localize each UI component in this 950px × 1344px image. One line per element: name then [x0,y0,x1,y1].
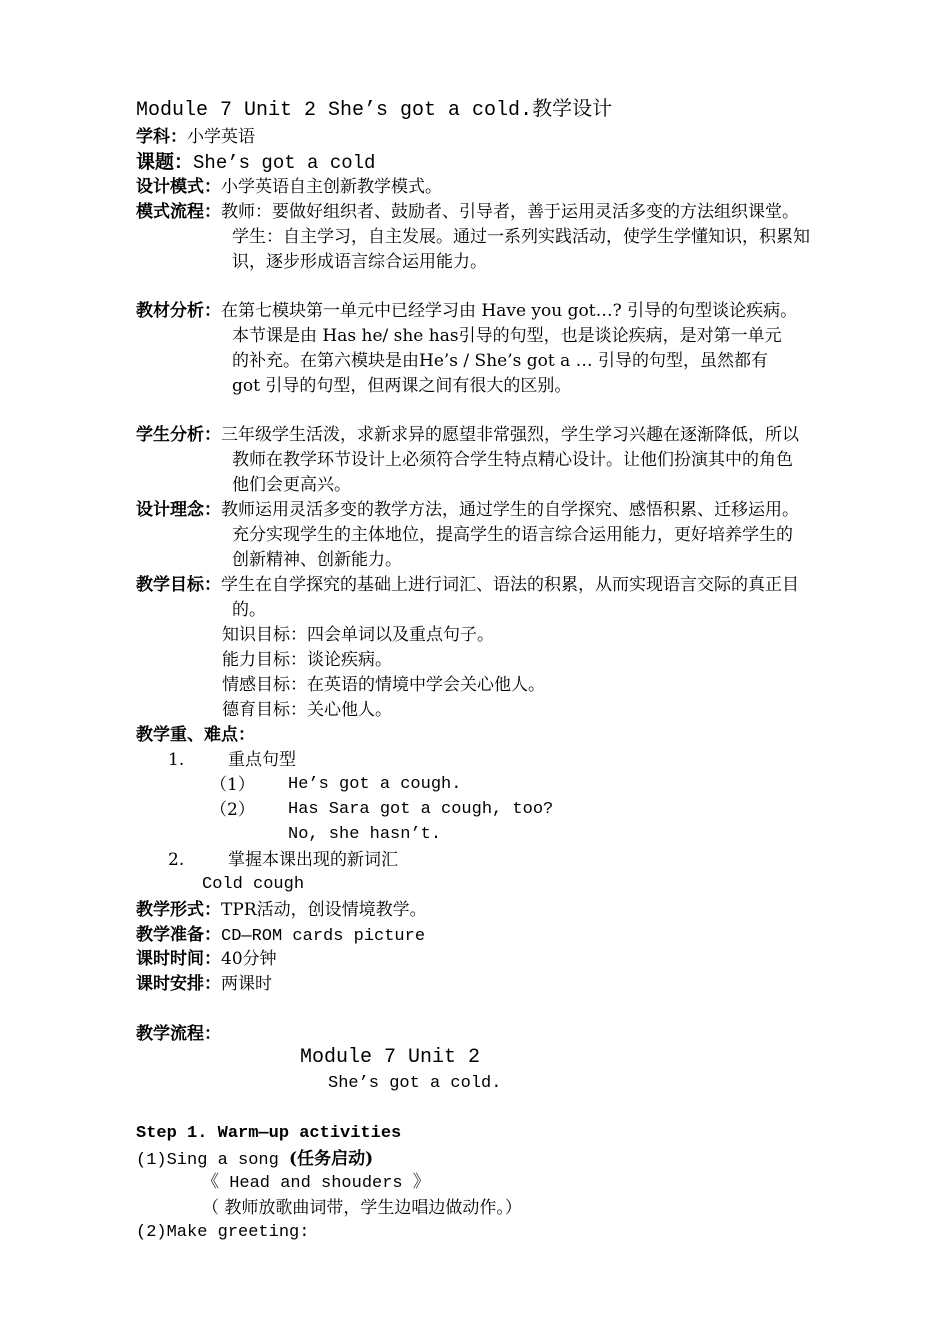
class-arrange-row [136,973,272,995]
teaching-form-value: TPR活动，创设情境教学。 [221,900,427,920]
flow-subheading: She’s got a cold. [328,1074,502,1093]
step1-item-1 [136,1148,373,1172]
mode-flow-line-2: 学生：自主学习，自主发展。通过一系列实践活动，使学生学懂知识，积累知 [232,227,810,247]
key-point-1-num: 1. [168,750,185,770]
sentence-2-num: （2） [210,800,255,820]
student-analysis-label: 学生分析： [136,425,221,445]
sentence-2-answer: No, she hasn’t. [288,825,442,844]
page-title: Module 7 Unit 2 She’s got a cold.教学设计 [136,99,613,122]
teaching-form-row [136,899,427,921]
class-time-label: 课时时间： [136,949,221,969]
new-words: Cold cough [202,875,305,894]
student-analysis-line-3: 他们会更高兴。 [232,475,351,495]
design-concept-line-2: 充分实现学生的主体地位，提高学生的语言综合运用能力，更好培养学生的 [232,525,793,545]
sentence-1-num: （1） [210,775,255,795]
topic-label: 课题： [136,151,194,173]
material-analysis-line-1: 在第七模块第一单元中已经学习由 Have you got…? 引导的句型谈论疾病。 [221,301,798,321]
class-arrange-value: 两课时 [221,974,272,994]
mode-flow-line-1: 教师：要做好组织者、鼓励者、引导者，善于运用灵活多变的方法组织课堂。 [221,202,799,222]
design-mode-label: 设计模式： [136,177,221,197]
step1-item-2: (2)Make greeting: [136,1223,310,1242]
design-concept-line-1: 教师运用灵活多变的教学方法，通过学生的自学探究、感悟积累、迁移运用。 [221,500,799,520]
goal-moral: 德育目标：关心他人。 [222,700,392,720]
design-concept-row [136,499,799,521]
subject-value: 小学英语 [187,127,255,147]
key-point-2-num: 2. [168,850,185,870]
design-concept-line-3: 创新精神、创新能力。 [232,550,402,570]
sentence-1-text: He’s got a cough. [288,775,462,794]
teaching-goals-line-1: 学生在自学探究的基础上进行词汇、语法的积累，从而实现语言交际的真正目 [221,575,799,595]
step1-item-1-text: (1)Sing a song [136,1151,290,1170]
flow-label: 教学流程： [136,1024,221,1044]
class-arrange-label: 课时安排： [136,974,221,994]
student-analysis-line-2: 教师在教学环节设计上必须符合学生特点精心设计。让他们扮演其中的角色 [232,450,793,470]
teaching-goals-row [136,574,799,596]
mode-flow-row [136,201,799,223]
goal-knowledge: 知识目标：四会单词以及重点句子。 [222,625,494,645]
teaching-prep-label: 教学准备： [136,925,221,945]
mode-flow-line-3: 识，逐步形成语言综合运用能力。 [232,252,487,272]
teaching-prep-value: CD—ROM cards picture [221,927,426,946]
design-mode-value: 小学英语自主创新教学模式。 [221,177,442,197]
key-point-1-text: 重点句型 [228,750,296,770]
teaching-prep-row [136,924,425,948]
teaching-goals-line-2: 的。 [232,600,266,620]
step1-heading: Step 1. Warm—up activities [136,1124,402,1143]
design-mode-row [136,176,442,198]
goal-emotion: 情感目标：在英语的情境中学会关心他人。 [222,675,545,695]
key-points-label: 教学重、难点： [136,725,255,745]
material-analysis-line-3: 的补充。在第六模块是由He’s / She’s got a … 引导的句型，虽然都有 [232,351,769,371]
subject-row [136,126,255,148]
topic-row [136,151,375,174]
student-analysis-row [136,424,799,446]
student-analysis-line-1: 三年级学生活泼，求新求异的愿望非常强烈，学生学习兴趣在逐渐降低，所以 [221,425,799,445]
material-analysis-line-2: 本节课是由 Has he/ she has引导的句型，也是谈论疾病，是对第一单元 [232,326,782,346]
goal-ability: 能力目标：谈论疾病。 [222,650,392,670]
material-analysis-line-4: got 引导的句型，但两课之间有很大的区别。 [232,376,572,396]
design-concept-label: 设计理念： [136,500,221,520]
key-point-2-text: 掌握本课出现的新词汇 [228,850,398,870]
mode-flow-label: 模式流程： [136,202,221,222]
song-note: （ 教师放歌曲词带，学生边唱边做动作。） [202,1198,522,1218]
teaching-goals-label: 教学目标： [136,575,221,595]
material-analysis-row [136,300,797,322]
step1-item-1-tag: (任务启动) [289,1149,374,1169]
sentence-2-text: Has Sara got a cough, too? [288,800,554,819]
song-title: 《 Head and shouders 》 [202,1174,430,1193]
class-time-row [136,948,277,970]
subject-label: 学科： [136,127,187,147]
teaching-form-label: 教学形式： [136,900,221,920]
topic-value: She’s got a cold [193,152,376,174]
flow-heading: Module 7 Unit 2 [300,1046,481,1069]
material-analysis-label: 教材分析： [136,301,221,321]
class-time-value: 40分钟 [221,949,277,969]
